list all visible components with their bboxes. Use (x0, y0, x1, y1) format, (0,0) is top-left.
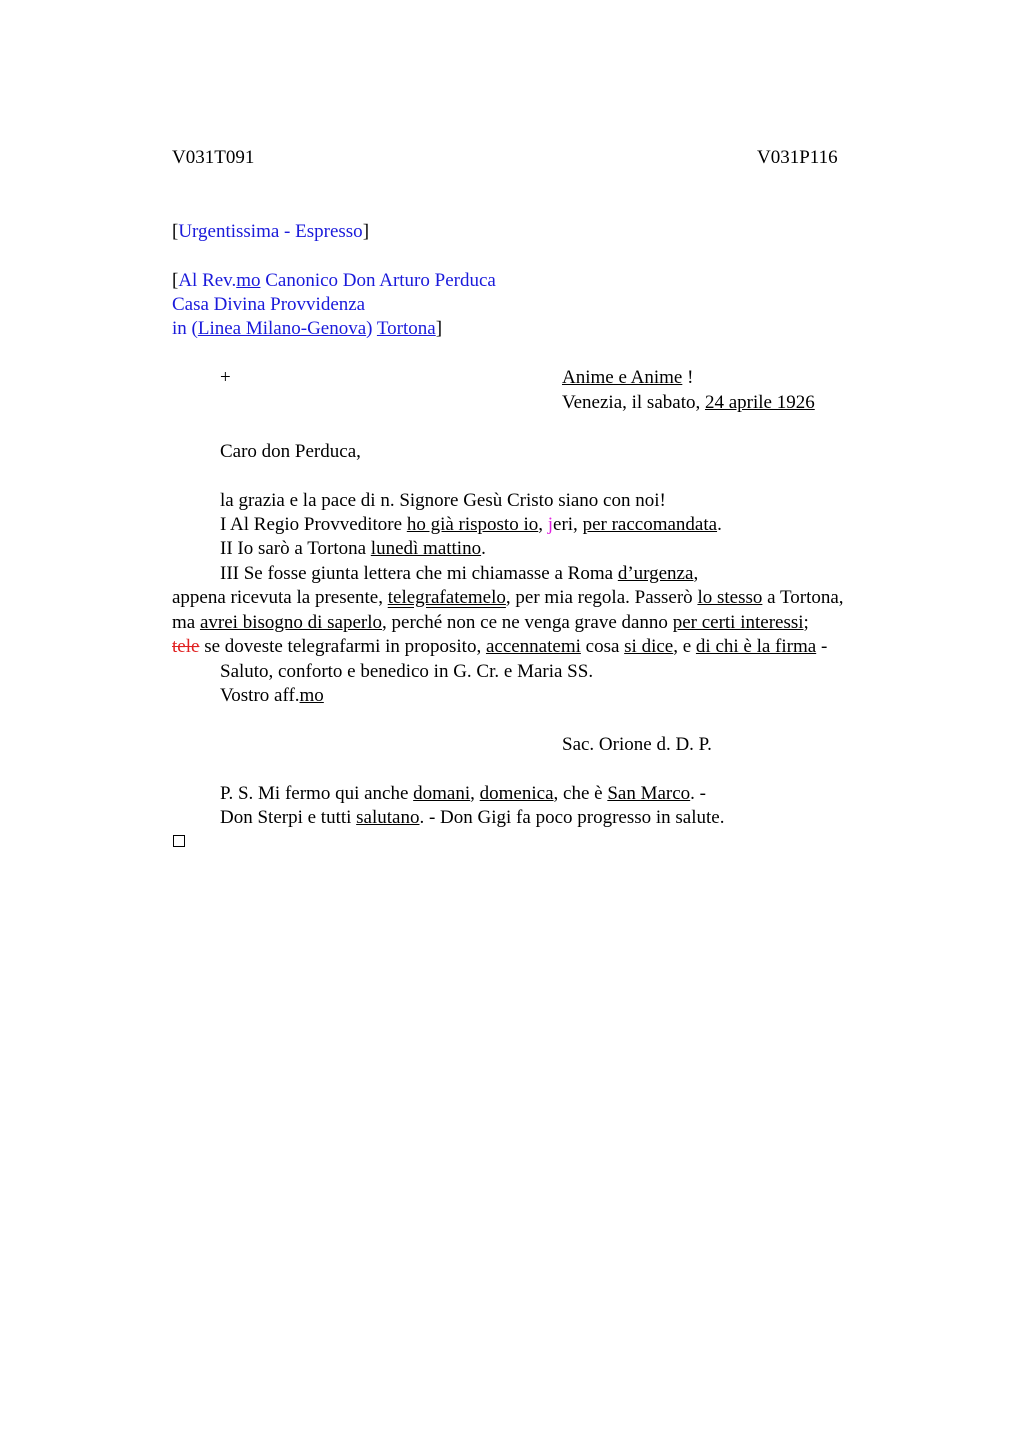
postscript-line-1: P. S. Mi fermo qui anche domani, domenica, che è San Marco. - (220, 783, 706, 804)
salutation: Caro don Perduca, (220, 441, 361, 462)
body-line-4: III Se fosse giunta lettera che mi chiamasse a Roma d’urgenza, (220, 563, 699, 584)
place-date: Venezia, il sabato, 24 aprile 1926 (562, 392, 815, 413)
body-line-2: I Al Regio Provveditore ho già risposto io, jeri, per raccomandata. (220, 514, 722, 535)
closing: Vostro aff.mo (220, 685, 324, 706)
document-code-left: V031T091 (172, 147, 255, 168)
cross-symbol: + (220, 367, 231, 388)
signature: Sac. Orione d. D. P. (562, 734, 712, 755)
body-line-6: ma avrei bisogno di saperlo, perché non ce ne venga grave danno per certi interessi; (172, 612, 809, 633)
address-line-1: [Al Rev.mo Canonico Don Arturo Perduca (172, 270, 496, 291)
address-line-2: Casa Divina Provvidenza (172, 294, 366, 315)
urgent-note: [Urgentissima - Espresso] (172, 221, 370, 242)
motto: Anime e Anime ! (562, 367, 694, 388)
deleted-text: tele (172, 636, 200, 657)
body-line-5: appena ricevuta la presente, telegrafatemelo, per mia regola. Passerò lo stesso a Tortona, (172, 587, 844, 608)
correction-mark: j (547, 514, 554, 535)
body-line-8: Saluto, conforto e benedico in G. Cr. e Maria SS. (220, 661, 594, 682)
end-marker-icon (173, 835, 185, 847)
document-code-right: V031P116 (757, 147, 838, 168)
urgent-text: Urgentissima - Espresso (178, 221, 363, 242)
postscript-line-2: Don Sterpi e tutti salutano. - Don Gigi fa poco progresso in salute. (220, 807, 725, 828)
body-line-1: la grazia e la pace di n. Signore Gesù Cristo siano con noi! (220, 490, 666, 511)
body-line-3: II Io sarò a Tortona lunedì mattino. (220, 538, 486, 559)
address-line-3: in (Linea Milano-Genova) Tortona] (172, 318, 443, 339)
body-line-7: tele se doveste telegrafarmi in proposito, accennatemi cosa si dice, e di chi è la firma - (172, 636, 828, 657)
